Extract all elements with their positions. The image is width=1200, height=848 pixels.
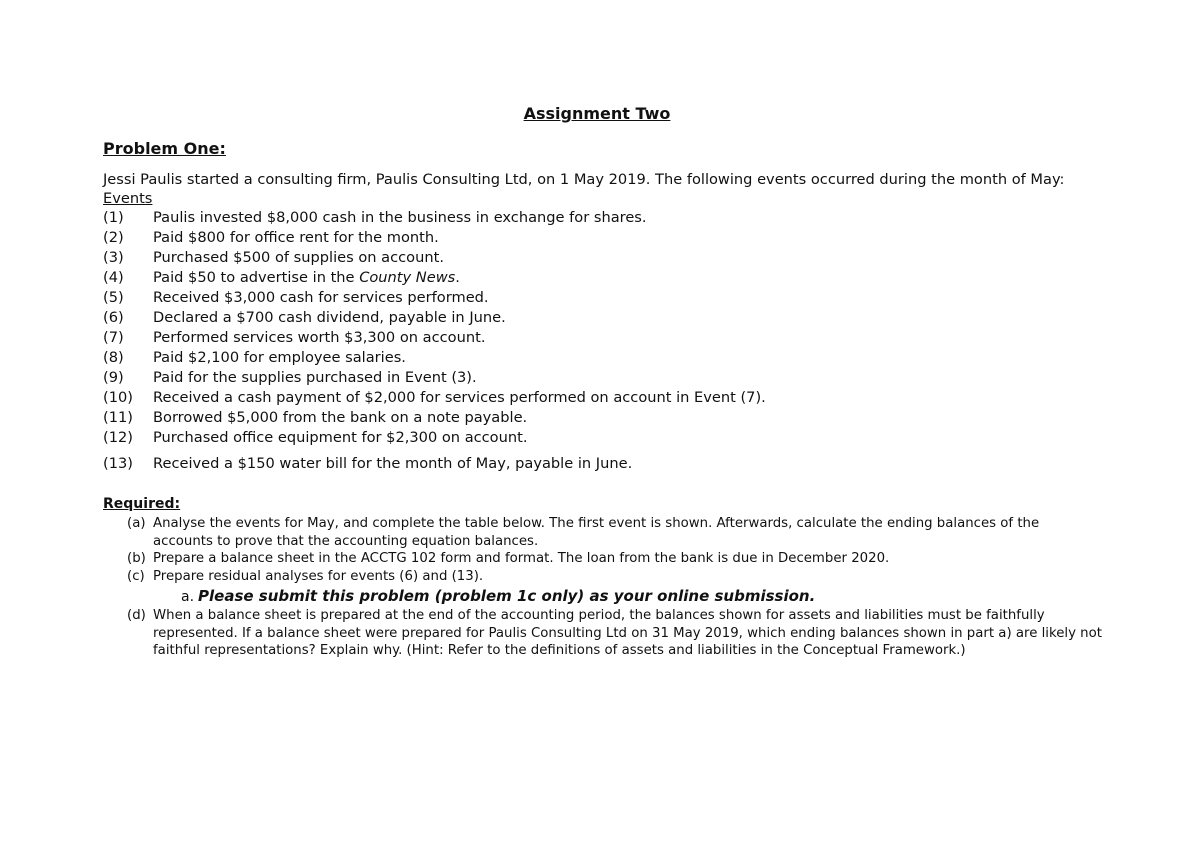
event-text: Received a cash payment of $2,000 for services performed on account in Event (7). [153,389,766,406]
event-number: (12) [103,429,133,446]
intro-text: Jessi Paulis started a consulting firm, Paulis Consulting Ltd, on 1 May 2019. The following events occurred during the month of May: [103,171,1065,188]
event-number: (5) [103,289,124,306]
events-list [103,208,1093,474]
event-text-italic: County News [359,269,456,286]
requirement-item [127,515,1102,550]
event-item [103,428,1093,448]
event-number: (10) [103,389,133,406]
event-number: (7) [103,329,124,346]
event-number: (4) [103,269,124,286]
event-item [103,208,1093,228]
event-item [103,348,1093,368]
requirements-list [127,515,1102,660]
event-number: (1) [103,209,124,226]
events-label: Events [103,190,153,207]
event-text: Declared a $700 cash dividend, payable in June. [153,309,506,326]
required-heading: Required: [103,496,181,512]
event-item [103,368,1093,388]
requirement-text: When a balance sheet is prepared at the end of the accounting period, the balances shown for assets and liabilities must be faithfully represented. If a balance sheet were prepared for Paulis Consulting Ltd on 31 May 2019, which ending balances shown in part a) are likely not faithful representations? Explain why. (Hint: Refer to the definitions of assets and liabilities in the Conceptual Framework.) [153,608,1102,658]
event-number: (11) [103,409,133,426]
event-item [103,408,1093,428]
event-text: Paid for the supplies purchased in Event (3). [153,369,477,386]
event-text: Borrowed $5,000 from the bank on a note payable. [153,409,528,426]
event-item [103,454,1093,474]
event-number: (3) [103,249,124,266]
event-text: Received a $150 water bill for the month of May, payable in June. [153,455,633,472]
requirement-text: Prepare residual analyses for events (6) and (13). [153,568,484,584]
event-number: (2) [103,229,124,246]
requirement-item [127,607,1102,660]
event-number: (6) [103,309,124,326]
event-number: (8) [103,349,124,366]
problem-heading: Problem One: [103,139,226,158]
event-item [103,268,1093,288]
submission-note-text: Please submit this problem (problem 1c only) as your online submission. [198,587,816,605]
event-number: (13) [103,455,133,472]
requirement-label: (c) [127,568,145,584]
event-text: Paulis invested $8,000 cash in the business in exchange for shares. [153,209,647,226]
submission-note-label: a. [181,589,195,605]
event-text: Performed services worth $3,300 on account. [153,329,486,346]
event-item [103,228,1093,248]
event-text-post: . [455,269,460,286]
intro-paragraph [103,170,1093,208]
event-item [103,328,1093,348]
event-item [103,288,1093,308]
document-title: Assignment Two [523,104,671,123]
requirement-label: (a) [127,516,146,531]
event-item [103,308,1093,328]
requirement-text: Analyse the events for May, and complete the table below. The first event is shown. Afterwards, calculate the ending balances of the accounts to prove that the accounting equation balances. [153,516,1040,549]
requirement-label: (b) [127,551,146,566]
event-text [153,268,460,288]
event-text: Received $3,000 cash for services performed. [153,289,489,306]
event-text-pre: Paid $50 to advertise in the [153,269,360,286]
event-text: Purchased $500 of supplies on account. [153,249,444,266]
requirement-label: (d) [127,608,146,623]
event-item [103,248,1093,268]
submission-note [181,585,1102,607]
requirement-item [127,568,1102,586]
event-item [103,388,1093,408]
requirement-item [127,550,1102,568]
event-number: (9) [103,369,124,386]
event-text: Paid $800 for office rent for the month. [153,229,439,246]
event-text: Paid $2,100 for employee salaries. [153,349,406,366]
requirement-text: Prepare a balance sheet in the ACCTG 102 form and format. The loan from the bank is due in December 2020. [153,551,890,566]
event-text: Purchased office equipment for $2,300 on account. [153,429,528,446]
